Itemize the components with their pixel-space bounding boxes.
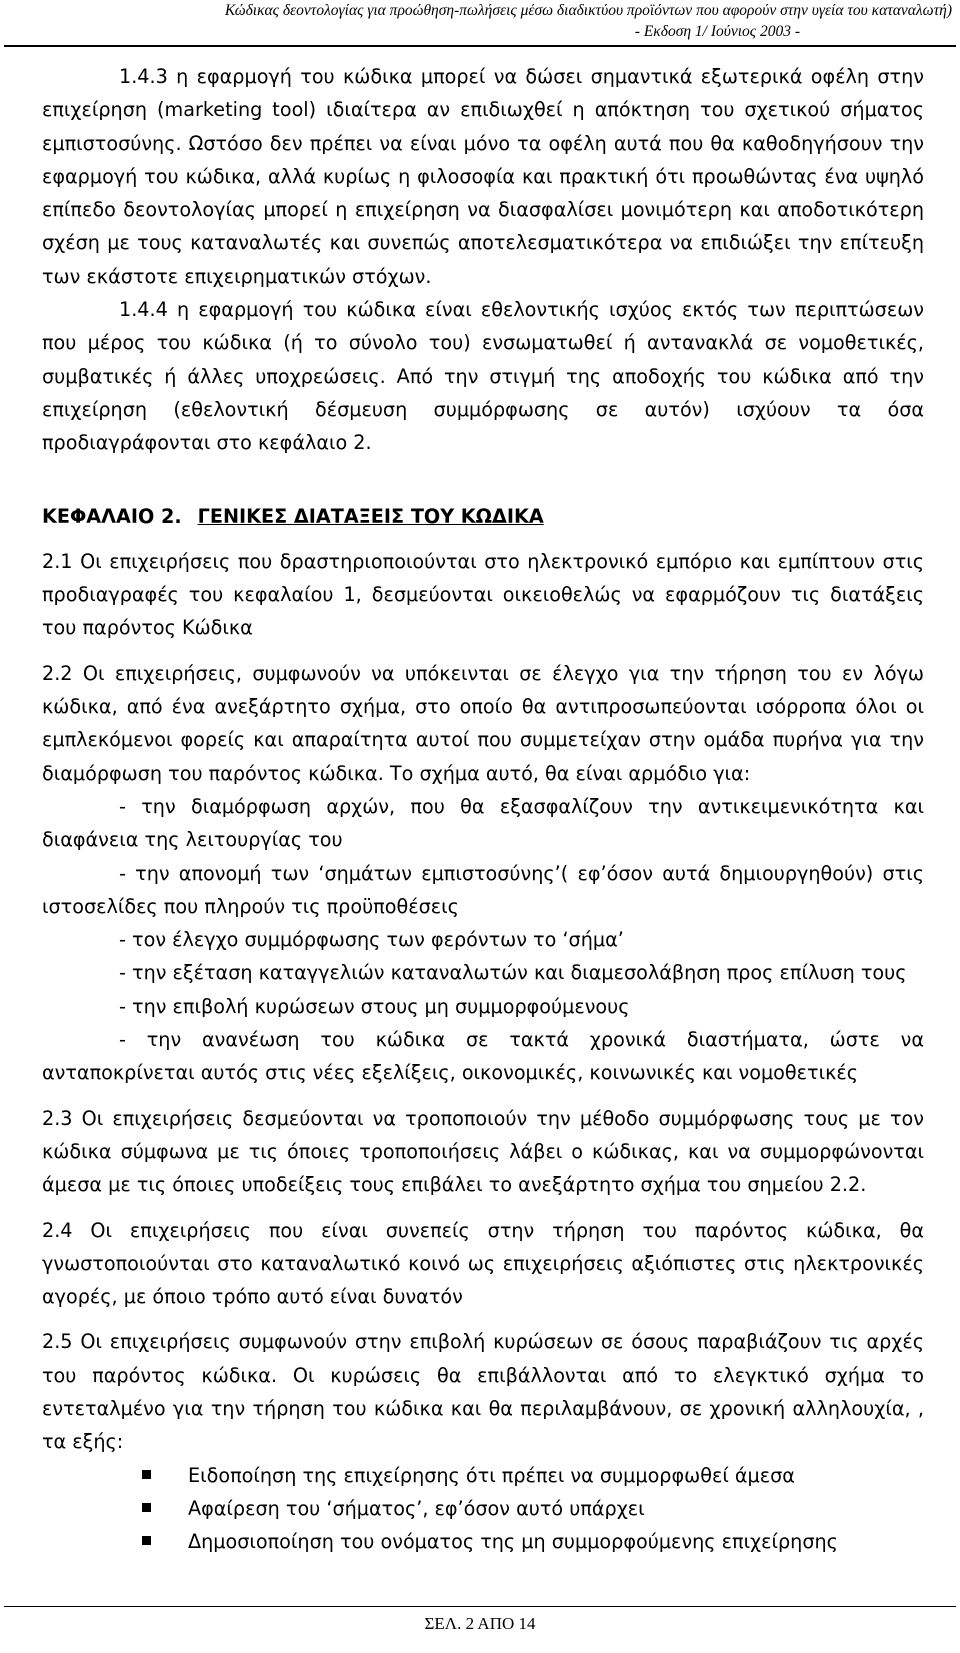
chapter-heading [42,500,924,533]
list-item-text: Ειδοποίηση της επιχείρησης ότι πρέπει να συμμορφωθεί άμεσα [188,1463,795,1487]
bullet-icon [142,1470,151,1479]
document-body [42,60,924,1558]
page-number: ΣΕΛ. 2 ΑΠΟ 14 [424,1614,536,1633]
dash-item: - την επιβολή κυρώσεων στους μη συμμορφούμενους [119,994,630,1018]
header-title: Κώδικας δεοντολογίας για προώθηση-πωλήσεις μέσω διαδικτύου προϊόντων που αφορούν στην υγεία του καταναλωτή) [224,2,952,19]
chapter-title: ΓΕΝΙΚΕΣ ΔΙΑΤΑΞΕΙΣ ΤΟΥ ΚΩΔΙΚΑ [197,504,544,528]
header-rule [4,45,956,47]
list-item [42,1459,924,1492]
dash-item: - την διαμόρφωση αρχών, που θα εξασφαλίζουν την αντικειμενικότητα και διαφάνεια της λειτουργίας του [42,794,924,852]
sanctions-list [42,1459,924,1559]
paragraph-2-4: 2.4 Οι επιχειρήσεις που είναι συνεπείς στην τήρηση του παρόντος κώδικα, θα γνωστοποιούνται στο καταναλωτικό κοινό ως επιχειρήσεις αξιόπιστες στις ηλεκτρονικές αγορές, με όποιο τρόπο αυτό είναι δυνατόν [42,1218,924,1309]
list-item-text: Δημοσιοποίηση του ονόματος της μη συμμορφούμενης επιχείρησης [188,1530,838,1554]
dash-item: - τον έλεγχο συμμόρφωσης των φερόντων το ‘σήμα’ [119,928,624,952]
header-edition: - Εκδοση 1/ Ιούνιος 2003 - [634,23,800,40]
paragraph-2-1: 2.1 Οι επιχειρήσεις που δραστηριοποιούνται στο ηλεκτρονικό εμπόριο και εμπίπτουν στις προδιαγραφές του κεφαλαίου 1, δεσμεύονται οικειοθελώς να εφαρμόζουν τις διατάξεις του παρόντος Κώδικα [42,549,924,640]
dash-item: - την εξέταση καταγγελιών καταναλωτών και διαμεσολάβηση προς επίλυση τους [119,961,907,985]
dash-item: - την ανανέωση του κώδικα σε τακτά χρονικά διαστήματα, ώστε να ανταποκρίνεται αυτός στις νέες εξελίξεις, οικονομικές, κοινωνικές και νομοθετικές [42,1028,924,1085]
paragraph-2-2: 2.2 Οι επιχειρήσεις, συμφωνούν να υπόκεινται σε έλεγχο για την τήρηση του εν λόγω κώδικα, από ένα ανεξάρτητο σχήμα, στο οποίο θα αντιπροσωπεύονται ισόρροπα όλοι οι εμπλεκόμενοι φορείς και απαραίτητα αυτοί που συμμετείχαν στην ομάδα πυρήνα για την διαμόρφωση του παρόντος κώδικα. Το σχήμα αυτό, θα είναι αρμόδιο για: [42,661,924,785]
chapter-number: ΚΕΦΑΛΑΙΟ 2. [42,504,182,528]
list-item-text: Αφαίρεση του ‘σήματος’, εφ’όσον αυτό υπάρχει [188,1496,645,1520]
dash-item: - την απονομή των ‘σημάτων εμπιστοσύνης’( εφ’όσον αυτά δημιουργηθούν) στις ιστοσελίδες που πληρούν τις προϋποθέσεις [42,861,924,918]
list-item [42,1525,924,1558]
paragraph-1-4-4: 1.4.4 η εφαρμογή του κώδικα είναι εθελοντικής ισχύος εκτός των περιπτώσεων που μέρος του κώδικα (ή το σύνολο του) ενσωματωθεί ή αντανακλά σε νομοθετικές, συμβατικές ή άλλες υποχρεώσεις. Από την στιγμή της αποδοχής του κώδικα από την επιχείρηση (εθελοντική δέσμευση συμμόρφωσης σε αυτόν) ισχύουν τα όσα προδιαγράφονται στο κεφάλαιο 2. [42,298,924,455]
paragraph-2-3: 2.3 Οι επιχειρήσεις δεσμεύονται να τροποποιούν την μέθοδο συμμόρφωσης τους με τον κώδικα σύμφωνα με τις όποιες τροποποιήσεις λάβει ο κώδικας, και να συμμορφώνονται άμεσα με τις όποιες υποδείξεις τους επιβάλει το ανεξάρτητο σχήμα του σημείου 2.2. [42,1106,924,1197]
footer-rule [4,1606,956,1607]
list-item [42,1492,924,1525]
bullet-icon [142,1503,151,1512]
page-header [0,0,960,42]
bullet-icon [142,1536,151,1545]
paragraph-1-4-3: 1.4.3 η εφαρμογή του κώδικα μπορεί να δώσει σημαντικά εξωτερικά οφέλη στην επιχείρηση (marketing tool) ιδιαίτερα αν επιδιωχθεί η απόκτηση του σχετικού σήματος εμπιστοσύνης. Ωστόσο δεν πρέπει να είναι μόνο τα οφέλη αυτά που θα καθοδηγήσουν την εφαρμογή του κώδικα, αλλά κυρίως η φιλοσοφία και πρακτική ότι προωθώντας ένα υψηλό επίπεδο δεοντολογίας μπορεί η επιχείρηση να διασφαλίσει μονιμότερη και αποδοτικότερη σχέση με τους καταναλωτές και συνεπώς αποτελεσματικότερα να επιδιώξει την επίτευξη των εκάστοτε επιχειρηματικών στόχων. [42,65,924,288]
paragraph-2-5: 2.5 Οι επιχειρήσεις συμφωνούν στην επιβολή κυρώσεων σε όσους παραβιάζουν τις αρχές του παρόντος κώδικα. Οι κυρώσεις θα επιβάλλονται από το ελεγκτικό σχήμα το εντεταλμένο για την τήρηση του κώδικα και θα περιλαμβάνουν, σε χρονική αλληλουχία, , τα εξής: [42,1330,924,1454]
